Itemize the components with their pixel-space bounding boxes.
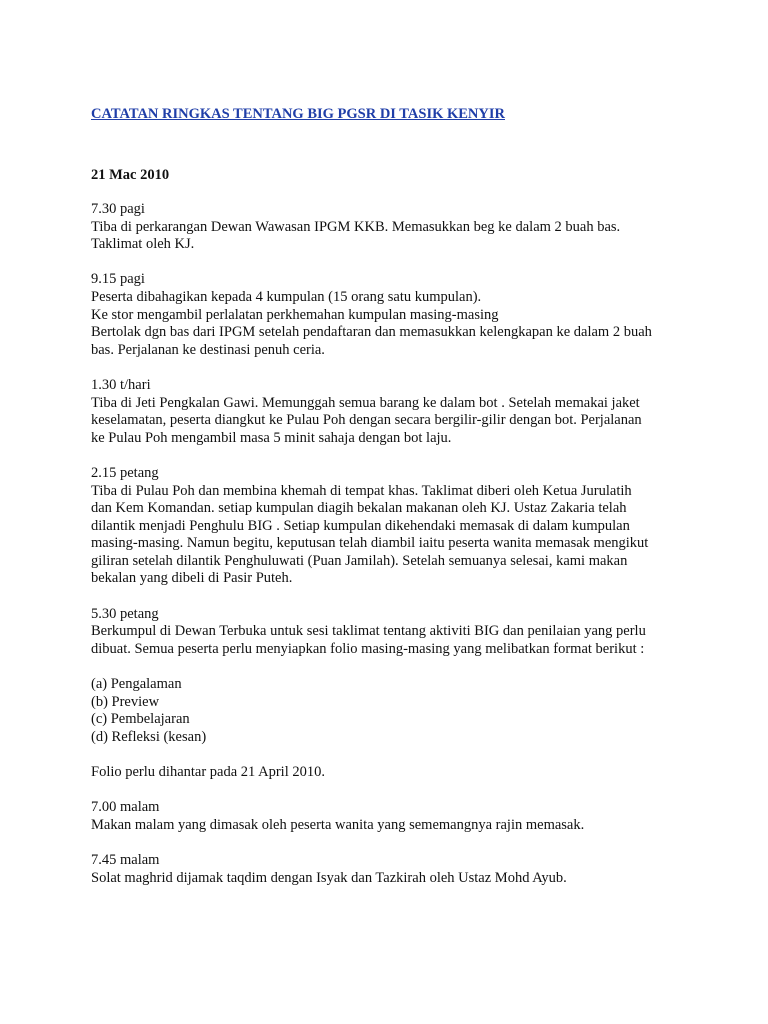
- entry-line: Makan malam yang dimasak oleh peserta wanita yang sememangnya rajin memasak.: [91, 816, 585, 833]
- entry-line: dilantik menjadi Penghulu BIG . Setiap kumpulan dikehendaki memasak di dalam kumpulan: [91, 517, 630, 534]
- entry-line: Ke stor mengambil perlalatan perkhemahan kumpulan masing-masing: [91, 306, 499, 323]
- folio-list-item: (c) Pembelajaran: [91, 711, 190, 728]
- folio-list: [91, 676, 691, 746]
- entry-block: [91, 201, 691, 254]
- entry-line: masing-masing. Namun begitu, keputusan telah diambil iaitu peserta wanita memasak mengikut: [91, 535, 649, 552]
- entry-line: ke Pulau Poh mengambil masa 5 minit sahaja dengan bot laju.: [91, 429, 452, 446]
- entry-line: Berkumpul di Dewan Terbuka untuk sesi taklimat tentang aktiviti BIG dan penilaian yang perlu: [91, 623, 646, 640]
- entry-line: dan Kem Komandan. setiap kumpulan diagih bekalan makanan oleh KJ. Ustaz Zakaria telah: [91, 500, 627, 517]
- folio-list-item: (d) Refleksi (kesan): [91, 728, 207, 745]
- document-date: 21 Mac 2010: [91, 167, 170, 183]
- entry-block: [91, 606, 691, 659]
- entry-time: 5.30 petang: [91, 605, 159, 622]
- entry-line: bas. Perjalanan ke destinasi penuh ceria.: [91, 341, 325, 358]
- entry-line: Peserta dibahagikan kepada 4 kumpulan (15 orang satu kumpulan).: [91, 288, 482, 305]
- entry-time: 7.45 malam: [91, 851, 160, 868]
- folio-list-item: (b) Preview: [91, 693, 160, 710]
- folio-list-item: (a) Pengalaman: [91, 676, 182, 693]
- entry-line: keselamatan, peserta diangkut ke Pulau Poh dengan secara bergilir-gilir dengan bot. Perjalanan: [91, 412, 642, 429]
- entry-time: 9.15 pagi: [91, 271, 145, 288]
- entry-time: 1.30 t/hari: [91, 376, 151, 393]
- entry-line: Solat maghrid dijamak taqdim dengan Isyak dan Tazkirah oleh Ustaz Mohd Ayub.: [91, 869, 567, 886]
- entry-block: [91, 271, 691, 359]
- entry-block: [91, 799, 691, 834]
- entry-line: giliran setelah dilantik Penghuluwati (Puan Jamilah). Setelah semuanya selesai, kami makan: [91, 552, 628, 569]
- entry-line: Bertolak dgn bas dari IPGM setelah pendaftaran dan memasukkan kelengkapan ke dalam 2 buah: [91, 324, 652, 341]
- entries-container: [91, 201, 691, 905]
- entry-block: [91, 852, 691, 887]
- entry-line: Taklimat oleh KJ.: [91, 236, 195, 253]
- entry-block: [91, 465, 691, 588]
- folio-deadline-block: [91, 764, 691, 782]
- entry-time: 2.15 petang: [91, 464, 159, 481]
- entry-line: Tiba di Pulau Poh dan membina khemah di tempat khas. Taklimat diberi oleh Ketua Jurulatih: [91, 482, 632, 499]
- entry-line: bekalan yang dibeli di Pasir Puteh.: [91, 570, 293, 587]
- document-title: CATATAN RINGKAS TENTANG BIG PGSR DI TASIK KENYIR: [91, 106, 505, 122]
- entry-line: Tiba di perkarangan Dewan Wawasan IPGM KKB. Memasukkan beg ke dalam 2 buah bas.: [91, 218, 621, 235]
- entry-block: [91, 377, 691, 447]
- entry-time: 7.00 malam: [91, 799, 160, 816]
- entry-time: 7.30 pagi: [91, 201, 145, 217]
- folio-deadline: Folio perlu dihantar pada 21 April 2010.: [91, 764, 325, 780]
- entry-line: dibuat. Semua peserta perlu menyiapkan folio masing-masing yang melibatkan format berikut :: [91, 640, 645, 657]
- entry-line: Tiba di Jeti Pengkalan Gawi. Memunggah semua barang ke dalam bot . Setelah memakai jaket: [91, 394, 640, 411]
